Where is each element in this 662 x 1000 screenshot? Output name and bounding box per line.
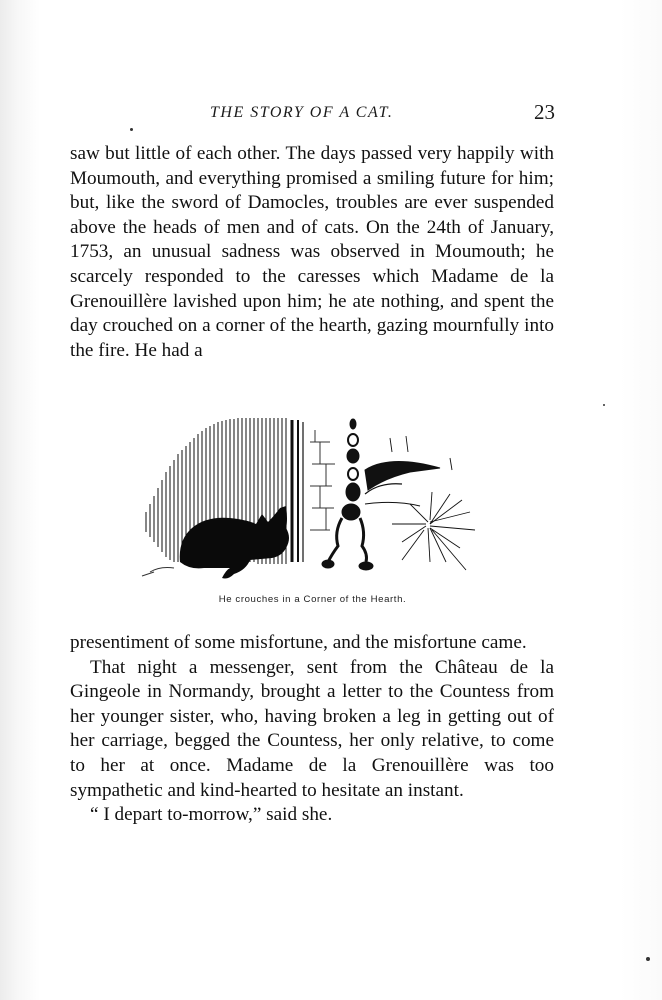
illustration xyxy=(140,412,485,590)
ink-speck xyxy=(130,128,133,131)
paragraph-dialogue: “ I depart to-morrow,” said she. xyxy=(90,804,333,826)
paragraph-messenger: That night a messenger, sent from the Château de la Gingeole in Normandy, brought a letter to the Countess from her younger sister, who, having broken a leg in getting out of her carriage, begged the Countess, her only relative, to come to her at once. Madame de la Grenouillère was too sympathetic and kind-hearted to hesitate an instant. xyxy=(70,656,554,801)
illustration-caption: He crouches in a Corner of the Hearth. xyxy=(218,594,407,605)
ink-speck xyxy=(603,404,605,406)
brick-wall xyxy=(310,430,335,530)
text-block-bottom xyxy=(70,631,554,828)
running-header xyxy=(70,100,555,128)
hearth-illustration xyxy=(140,412,485,590)
paragraph-continued: saw but little of each other. The days passed very happily with Moumouth, and everything promised a smiling future for him; but, like the sword of Damocles, troubles are ever suspended above the heads of men and of cats. On the 24th of January, 1753, an unusual sadness was observed in Moumouth; he scarcely responded to the caresses which Madame de la Grenouillère lavished upon him; he ate nothing, and spent the day crouched on a corner of the hearth, gazing mournfully into the fire. He had a xyxy=(70,143,554,361)
fire xyxy=(365,436,475,570)
page-number: 23 xyxy=(534,100,555,124)
text-block-top xyxy=(70,142,554,363)
running-title: THE STORY OF A CAT. xyxy=(210,104,394,121)
ink-speck xyxy=(646,957,650,961)
fireplace-jamb xyxy=(292,420,303,562)
paragraph-presentiment: presentiment of some misfortune, and the misfortune came. xyxy=(70,632,527,653)
floor-strokes xyxy=(142,568,174,577)
